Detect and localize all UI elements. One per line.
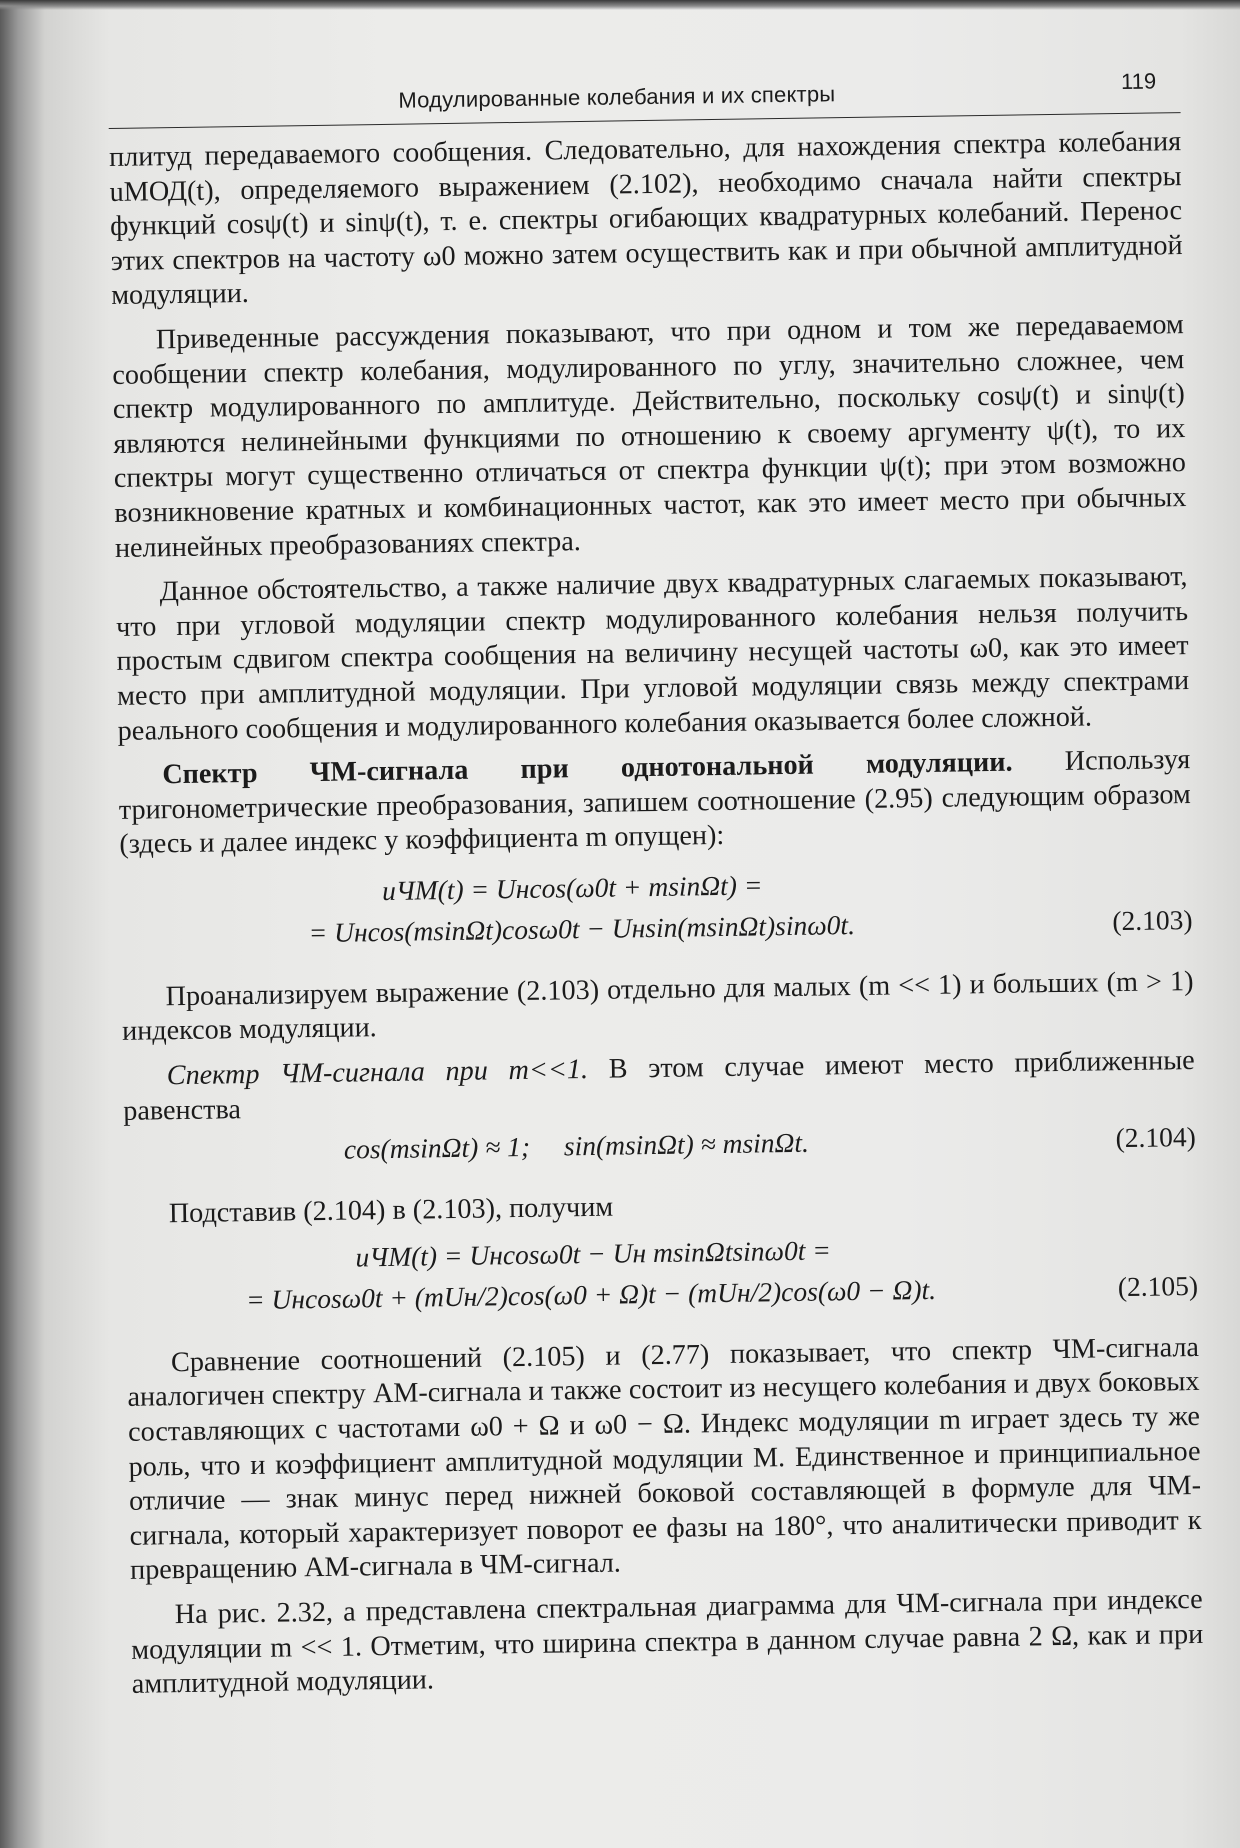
paragraph-9: На рис. 2.32, а представлена спектральная диаграмма для ЧМ-сигнала при индексе модуляции m << 1. Отметим, что ширина спектра в данном случае равна 2 Ω, как и при амплитудной модуляции. — [131, 1583, 1204, 1701]
equation-number-2-103: (2.103) — [1112, 903, 1193, 937]
paragraph-7: Подставив (2.104) в (2.103), получим — [168, 1191, 614, 1230]
equation-2-104-left: cos(msinΩt) ≈ 1; — [343, 1131, 531, 1165]
paragraph-6-text: В этом случае имеют место приближенные равенства — [123, 1045, 1195, 1127]
equation-2-105-line-1: uЧМ(t) = Uнcosω0t − Uн msinΩtsinω0t = — [355, 1234, 832, 1273]
header-title: Модулированные колебания и их спектры — [398, 81, 836, 113]
paragraph-3: Данное обстоятельство, а также наличие двух квадратурных слагаемых показывают, что при угловой модуляции спектр модулированного колебания нельзя получить простым сдвигом спектра сообщения на величину несущей частоты ω0, как это имеет место при амплитудной модуляции. При угловой модуляции связь между спектрами реального сообщения и модулированного колебания оказывается более сложной. — [115, 561, 1190, 747]
equation-2-103-line-2: = Uнcos(msinΩt)cosω0t − Uнsin(msinΩt)sinω0t. (2.103) — [308, 903, 1193, 948]
paragraph-2: Приведенные рассуждения показывают, что при одном и том же передаваемом сообщении спектр колебания, модулированного по углу, значительно сложнее, чем спектр модулированного по амплитуде. Действительно, поскольку cosψ(t) и sinψ(t) являются нелинейными функциями по отношению к своему аргументу ψ(t), то их спектры могут существенно отличаться от спектра функции ψ(t); при этом возможно возникновение кратных и комбинационных частот, как это имеет место при обычных нелинейных преобразованиях спектра. — [112, 309, 1187, 564]
running-header — [108, 64, 1181, 129]
section-heading: Спектр ЧМ-сигнала при однотональной модуляции. — [162, 746, 1013, 791]
equation-2-103-line-1: uЧМ(t) = Uнcos(ω0t + msinΩt) = — [381, 869, 763, 906]
paragraph-8: Сравнение соотношений (2.105) и (2.77) показывает, что спектр ЧМ-сигнала аналогичен спектру АМ-сигнала и также состоит из несущего колебания и двух боковых составляющих с частотами ω0 + Ω и ω0 − Ω. Индекс модуляции m играет здесь ту же роль, что и коэффициент амплитудной модуляции M. Единственное и принципиальное отличие — знак минус перед нижней боковой составляющей в формуле для ЧМ-сигнала, который характеризует поворот ее фазы на 180°, что аналитически приводит к превращению АМ-сигнала в ЧМ-сигнал. — [127, 1331, 1202, 1587]
equation-2-105-line-2: = Uнcosω0t + (mUн/2)cos(ω0 + Ω)t − (mUн/2)cos(ω0 − Ω)t. (2.105) — [245, 1269, 1199, 1315]
equation-2-104-right: sin(msinΩt) ≈ msinΩt. — [563, 1126, 810, 1162]
page-content — [108, 64, 1204, 1703]
paragraph-4 — [118, 743, 1191, 863]
page-edge-shadow — [0, 0, 1240, 10]
paragraph-5: Проанализируем выражение (2.103) отдельно для малых (m << 1) и больших (m > 1) индексов модуляции. — [121, 965, 1194, 1048]
equation-number-2-105: (2.105) — [1117, 1269, 1199, 1302]
paragraph-1: плитуд передаваемого сообщения. Следовательно, для нахождения спектра колебания uМОД(t), определяемого выражением (2.102), необходимо сначала найти спектры функций cosψ(t) и sinψ(t), т. е. спектры огибающих квадратурных колебаний. Перенос этих спектров на частоту ω0 можно затем осуществить как и при обычной амплитудной модуляции. — [108, 126, 1183, 312]
subsection-heading: Спектр ЧМ-сигнала при m<<1. — [166, 1054, 589, 1092]
page-number: 119 — [1120, 68, 1157, 94]
equation-number-2-104: (2.104) — [1115, 1121, 1197, 1154]
paragraph-4-text: Используя тригонометрические преобразования, запишем соотношение (2.95) следующим образом (здесь и далее индекс у коэффициента m опущен): — [118, 744, 1191, 861]
